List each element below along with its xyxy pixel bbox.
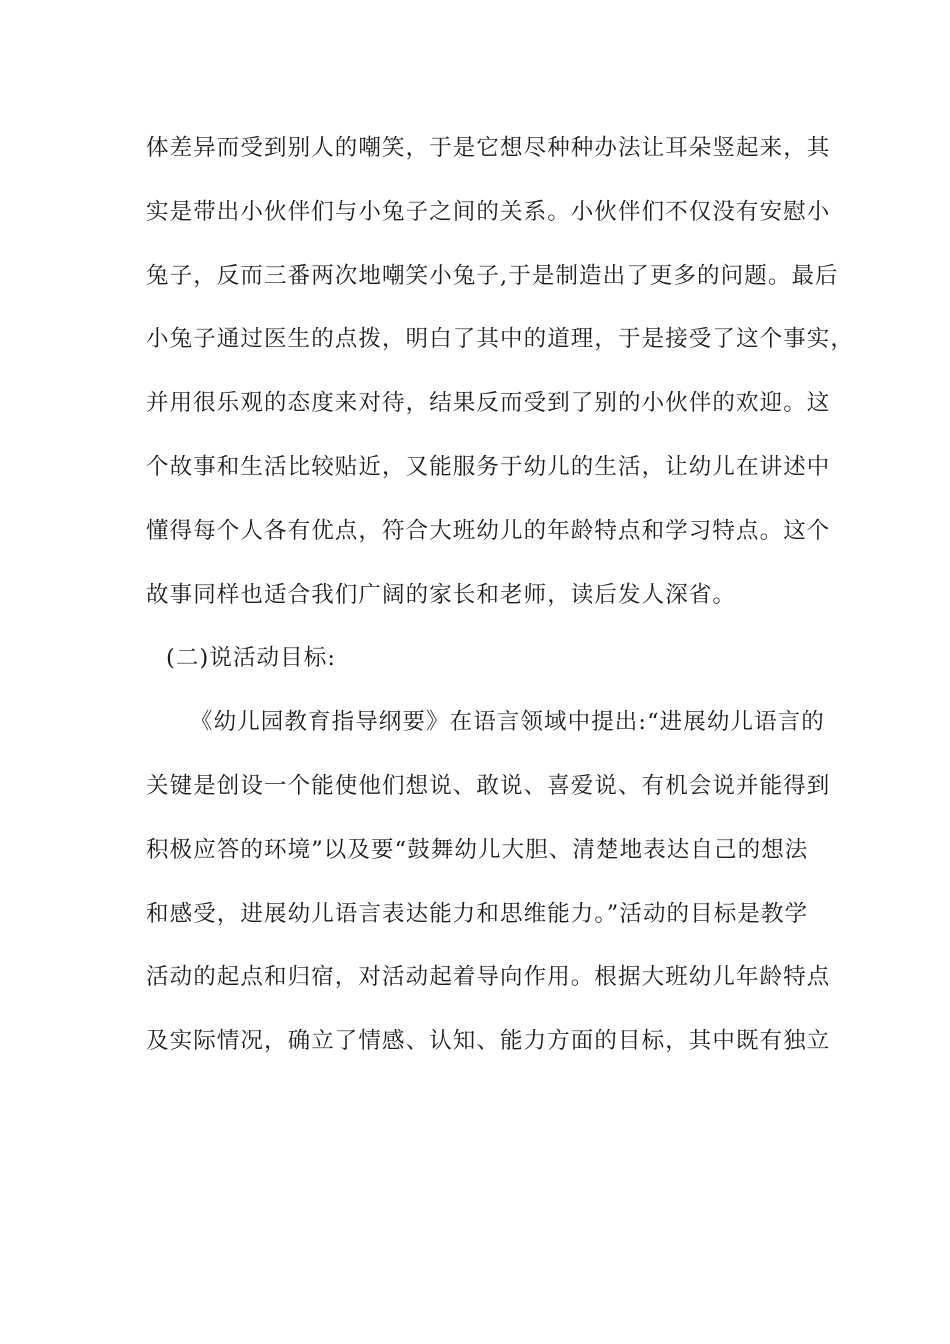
paragraph-line: 故事同样也适合我们广阔的家长和老师，读后发人深省。: [146, 581, 737, 608]
paragraph-line: 懂得每个人各有优点，符合大班幼儿的年龄特点和学习特点。这个: [146, 517, 831, 544]
paragraph-line: 关键是创设一个能使他们想说、敢说、喜爱说、有机会说并能得到: [146, 772, 831, 799]
paragraph-line: 实是带出小伙伴们与小兔子之间的关系。小伙伴们不仅没有安慰小: [146, 198, 831, 225]
paragraph-line: 兔子，反而三番两次地嘲笑小兔子,于是制造出了更多的问题。最后: [146, 262, 839, 289]
section-heading: (二)说活动目标:: [166, 645, 337, 672]
paragraph-line: 体差异而受到别人的嘲笑，于是它想尽种种办法让耳朵竖起来，其: [146, 135, 831, 161]
paragraph-line: 小兔子通过医生的点拨，明白了其中的道理，于是接受了这个事实，: [146, 326, 855, 353]
paragraph-line: 个故事和生活比较贴近，又能服务于幼儿的生活，让幼儿在讲述中: [146, 453, 831, 480]
paragraph-line: 积极应答的环境”以及要“鼓舞幼儿大胆、清楚地表达自己的想法: [146, 836, 809, 863]
paragraph-line: 《幼儿园教育指导纲要》在语言领域中提出:“进展幼儿语言的: [190, 709, 825, 736]
paragraph-line: 及实际情况，确立了情感、认知、能力方面的目标，其中既有独立: [146, 1028, 831, 1055]
body-text: [146, 130, 855, 1087]
paragraph-line: 和感受，进展幼儿语言表达能力和思维能力。”活动的目标是教学: [146, 900, 809, 927]
paragraph-line: 并用很乐观的态度来对待，结果反而受到了别的小伙伴的欢迎。这: [146, 390, 831, 417]
paragraph-line: 活动的起点和归宿，对活动起着导向作用。根据大班幼儿年龄特点: [146, 964, 831, 991]
